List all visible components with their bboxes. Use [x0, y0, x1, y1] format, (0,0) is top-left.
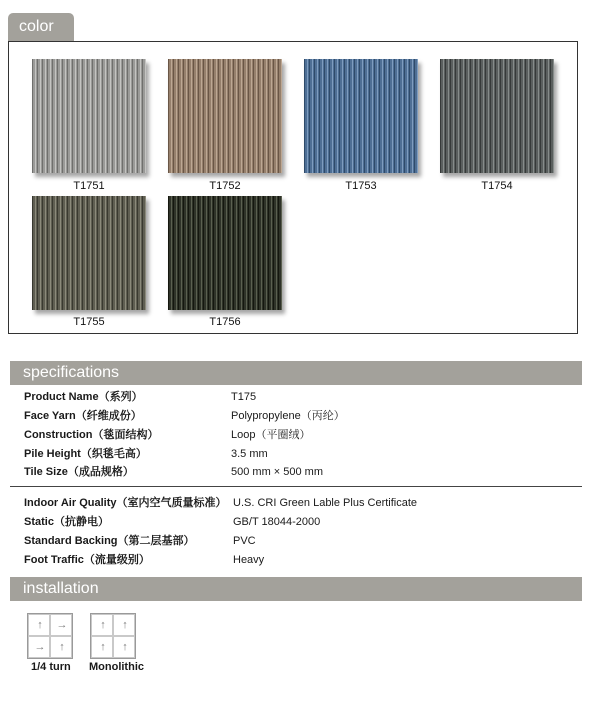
- arrow-icon: ↑: [100, 619, 106, 631]
- spec-label: Indoor Air Quality（室内空气质量标准）: [24, 497, 227, 509]
- spec-row-foot-traffic: [24, 551, 584, 569]
- install-method-label: Monolithic: [89, 661, 144, 673]
- install-cell: [50, 636, 72, 658]
- spec-label: Face Yarn（纤维成份）: [24, 410, 142, 422]
- install-cell: [91, 614, 113, 636]
- spec-value: T175: [231, 391, 257, 403]
- specifications-header: specifications: [10, 361, 582, 385]
- spec-row-static: [24, 513, 584, 531]
- spec-label: Construction（毯面结构）: [24, 429, 159, 441]
- spec-label: Foot Traffic（流量级别）: [24, 554, 150, 566]
- swatch-t1756[interactable]: [168, 196, 282, 310]
- spec-value: 3.5 mm: [231, 448, 268, 460]
- spec-value: U.S. CRI Green Lable Plus Certificate: [233, 497, 418, 509]
- spec-divider: [10, 486, 582, 487]
- install-cell: [28, 614, 50, 636]
- spec-label: Standard Backing（第二层基部）: [24, 535, 195, 547]
- spec-row-product-name: [24, 388, 584, 406]
- spec-row-face-yarn: [24, 407, 584, 425]
- arrow-icon: ↑: [122, 619, 128, 631]
- spec-label: Pile Height（织毯毛高）: [24, 448, 147, 460]
- color-swatch-panel: [8, 41, 578, 334]
- arrow-icon: →: [34, 641, 46, 653]
- spec-value: Heavy: [233, 554, 265, 566]
- spec-row-indoor-air-quality: [24, 494, 584, 512]
- arrow-icon: ↑: [37, 619, 43, 631]
- swatch-label: T1753: [345, 180, 377, 192]
- arrow-icon: ↑: [100, 641, 106, 653]
- spec-value: PVC: [233, 535, 256, 547]
- install-cell: [113, 614, 135, 636]
- spec-value: 500 mm × 500 mm: [231, 466, 324, 478]
- swatch-t1753[interactable]: [304, 59, 418, 173]
- install-method-label: 1/4 turn: [31, 661, 71, 673]
- spec-row-construction: [24, 426, 584, 444]
- spec-value: Loop（平圈绒）: [231, 429, 311, 441]
- spec-label: Product Name（系列）: [24, 391, 143, 403]
- spec-label: Static（抗静电）: [24, 516, 109, 528]
- install-cell: [28, 636, 50, 658]
- swatch-t1754[interactable]: [440, 59, 554, 173]
- monolithic-install-icon: [90, 613, 136, 659]
- spec-value: GB/T 18044-2000: [233, 516, 321, 528]
- installation-header: installation: [10, 577, 582, 601]
- install-cell: [113, 636, 135, 658]
- color-tab: color: [8, 13, 74, 41]
- spec-label: Tile Size（成品规格）: [24, 466, 134, 478]
- install-cell: [91, 636, 113, 658]
- swatch-label: T1752: [209, 180, 241, 192]
- spec-row-standard-backing: [24, 532, 584, 550]
- arrow-icon: ↑: [122, 641, 128, 653]
- spec-value: Polypropylene（丙纶）: [231, 410, 345, 422]
- swatch-label: T1754: [481, 180, 513, 192]
- quarter-turn-install-icon: [27, 613, 73, 659]
- swatch-label: T1751: [73, 180, 105, 192]
- arrow-icon: ↑: [59, 641, 65, 653]
- swatch-label: T1756: [209, 316, 241, 328]
- swatch-t1755[interactable]: [32, 196, 146, 310]
- swatch-t1752[interactable]: [168, 59, 282, 173]
- arrow-icon: →: [56, 619, 68, 631]
- spec-row-tile-size: [24, 463, 584, 481]
- swatch-label: T1755: [73, 316, 105, 328]
- swatch-t1751[interactable]: [32, 59, 146, 173]
- install-cell: [50, 614, 72, 636]
- spec-row-pile-height: [24, 445, 584, 463]
